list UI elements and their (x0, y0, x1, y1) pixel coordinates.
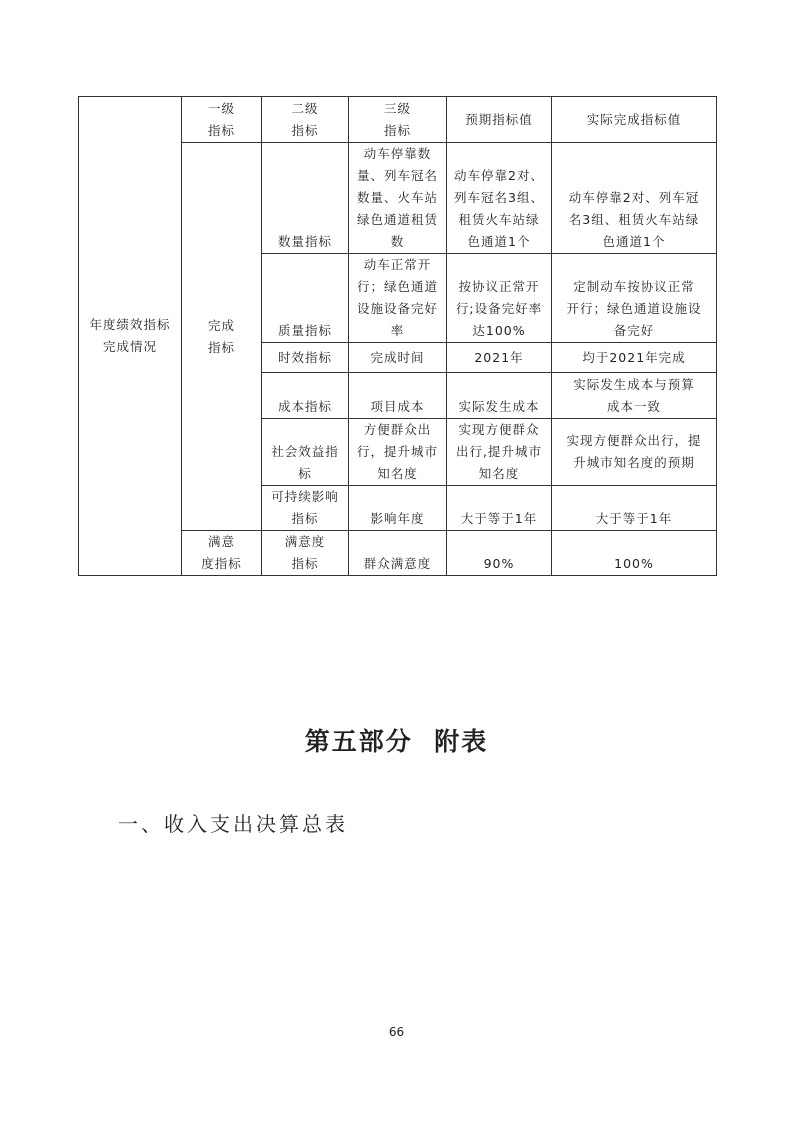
planned-cell: 90% (447, 531, 552, 576)
header-level2: 二级 指标 (262, 97, 349, 143)
completion-group-cell: 完成 指标 (182, 143, 262, 531)
performance-table (78, 96, 717, 576)
actual-cell: 100% (552, 531, 717, 576)
header-level3: 三级 指标 (349, 97, 447, 143)
level3-cell: 影响年度 (349, 486, 447, 531)
level3-cell: 完成时间 (349, 343, 447, 373)
level1-cell: 满意 度指标 (182, 531, 262, 576)
actual-cell: 定制动车按协议正常 开行；绿色通道设施设 备完好 (552, 254, 717, 343)
planned-cell: 动车停靠2对、 列车冠名3组、 租赁火车站绿 色通道1个 (447, 143, 552, 254)
subsection-title: 一、收入支出决算总表 (118, 812, 348, 836)
actual-cell: 实现方便群众出行，提 升城市知名度的预期 (552, 419, 717, 486)
actual-cell: 动车停靠2对、列车冠 名3组、租赁火车站绿 色通道1个 (552, 143, 717, 254)
level2-cell: 满意度 指标 (262, 531, 349, 576)
actual-cell: 实际发生成本与预算 成本一致 (552, 373, 717, 419)
header-planned: 预期指标值 (447, 97, 552, 143)
level2-cell: 时效指标 (262, 343, 349, 373)
planned-cell: 实际发生成本 (447, 373, 552, 419)
level3-cell: 项目成本 (349, 373, 447, 419)
header-actual: 实际完成指标值 (552, 97, 717, 143)
header-level1: 一级 指标 (182, 97, 262, 143)
planned-cell: 实现方便群众 出行,提升城市 知名度 (447, 419, 552, 486)
actual-cell: 均于2021年完成 (552, 343, 717, 373)
page-number: 66 (388, 1025, 405, 1039)
level2-cell: 质量指标 (262, 254, 349, 343)
level3-cell: 群众满意度 (349, 531, 447, 576)
level3-cell: 方便群众出 行，提升城市 知名度 (349, 419, 447, 486)
level2-cell: 数量指标 (262, 143, 349, 254)
level3-cell: 动车正常开 行；绿色通道 设施设备完好 率 (349, 254, 447, 343)
level2-cell: 成本指标 (262, 373, 349, 419)
actual-cell: 大于等于1年 (552, 486, 717, 531)
planned-cell: 按协议正常开 行;设备完好率 达100% (447, 254, 552, 343)
section-title: 第五部分 附表 (304, 727, 489, 756)
planned-cell: 2021年 (447, 343, 552, 373)
planned-cell: 大于等于1年 (447, 486, 552, 531)
table-header-row (79, 97, 717, 143)
level2-cell: 可持续影响 指标 (262, 486, 349, 531)
level2-cell: 社会效益指 标 (262, 419, 349, 486)
level3-cell: 动车停靠数 量、列车冠名 数量、火车站 绿色通道租赁 数 (349, 143, 447, 254)
section-label-cell: 年度绩效指标 完成情况 (79, 97, 182, 576)
